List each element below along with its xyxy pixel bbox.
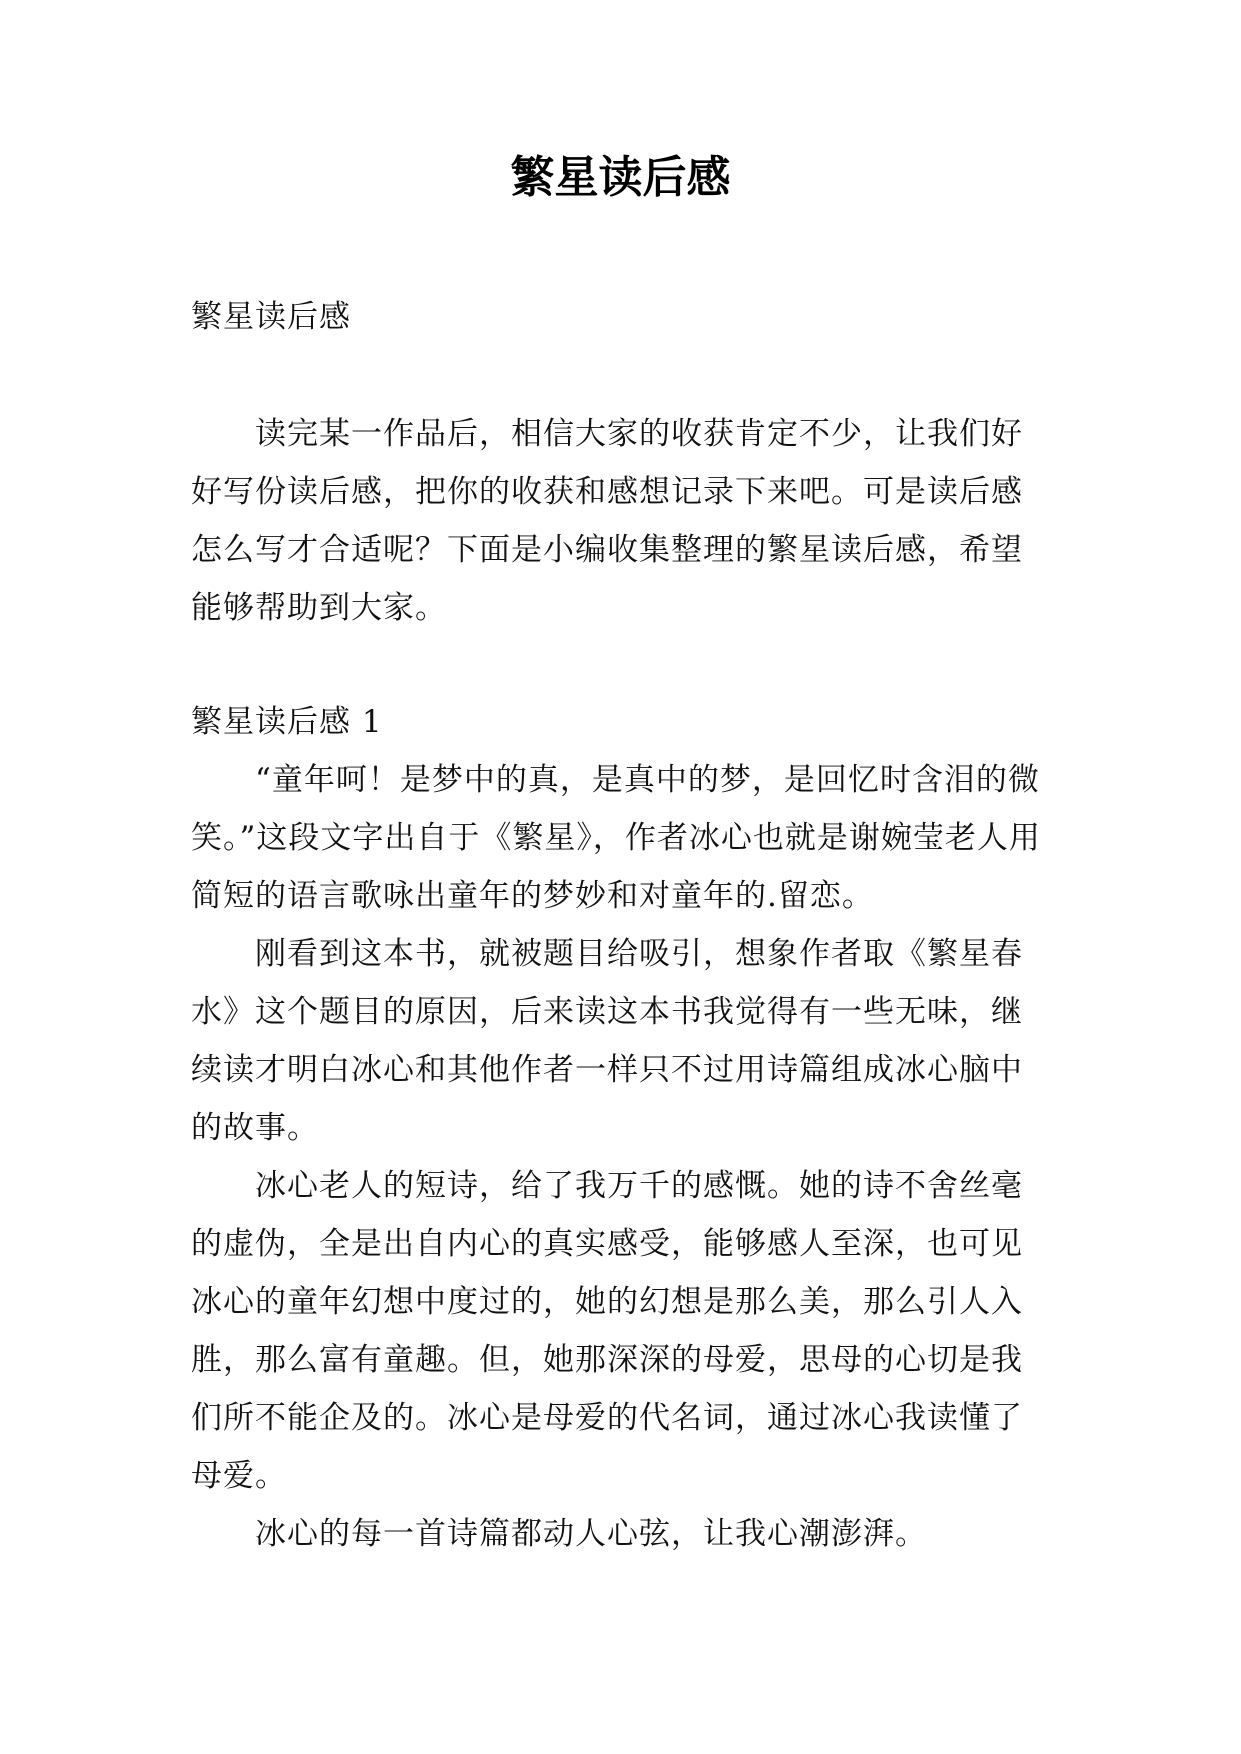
body-paragraph-4: 冰心的每一首诗篇都动人心弦，让我心潮澎湃。 [255, 1516, 927, 1552]
document-subtitle: 繁星读后感 [191, 299, 351, 335]
intro-paragraph: 读完某一作品后，相信大家的收获肯定不少，让我们好好写份读后感，把你的收获和感想记录下来吧。可是读后感怎么写才合适呢？下面是小编收集整理的繁星读后感，希望能够帮助到大家。 [191, 416, 1023, 626]
body-paragraph-2: 刚看到这本书，就被题目给吸引，想象作者取《繁星春水》这个题目的原因，后来读这本书我觉得有一些无味，继续读才明白冰心和其他作者一样只不过用诗篇组成冰心脑中的故事。 [191, 936, 1023, 1146]
document-title: 繁星读后感 [510, 152, 731, 203]
body-paragraph-3: 冰心老人的短诗，给了我万千的感慨。她的诗不舍丝毫的虚伪，全是出自内心的真实感受，能够感人至深，也可见冰心的童年幻想中度过的，她的幻想是那么美，那么引人入胜，那么富有童趣。但，她那深深的母爱，思母的心切是我们所不能企及的。冰心是母爱的代名词，通过冰心我读懂了母爱。 [191, 1168, 1023, 1494]
body-paragraph-1: “童年呵！是梦中的真，是真中的梦，是回忆时含泪的微笑。”这段文字出自于《繁星》，作者冰心也就是谢婉莹老人用简短的语言歌咏出童年的梦妙和对童年的.留恋。 [191, 762, 1041, 914]
section-heading: 繁星读后感 1 [191, 704, 383, 740]
